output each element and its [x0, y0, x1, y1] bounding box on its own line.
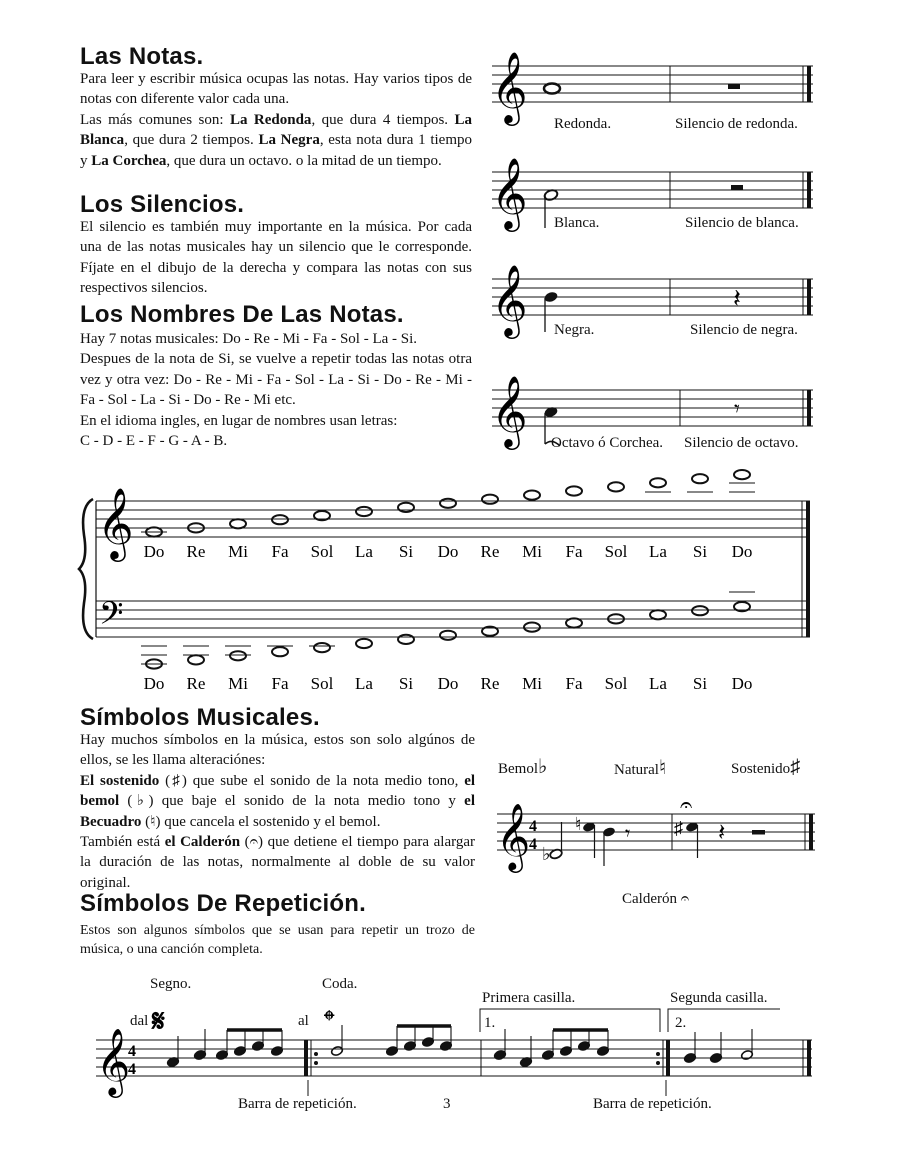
quarter-rest-icon: 𝄽: [718, 820, 726, 846]
nombres-l4: C - D - E - F - G - A - B.: [80, 433, 228, 450]
nombres-l2: Despues de la nota de Si, se vuelve a repetir todas las notas otra vez y otra vez: Do - Re - Mi - Fa - Sol - La - Si - Do - Re - Mi - Fa - Sol - La - Si - Do - Re - Mi etc.: [80, 351, 472, 409]
fermata-icon: 𝄐: [680, 792, 693, 817]
eighth-rest-icon: 𝄾: [734, 396, 740, 421]
term-blanca: La Blanca: [80, 111, 473, 149]
label-corchea: Octavo ó Corchea.: [551, 435, 664, 451]
negra-desc: , esta nota dura 1 tiempo y: [80, 132, 473, 169]
label-calderon-text: Calderón: [622, 891, 677, 907]
section-title-silencios: Los Silencios.: [80, 191, 245, 218]
segno-icon: 𝄋: [152, 1005, 165, 1038]
bass-scale-name: Fa: [565, 674, 583, 693]
fermata-icon: 𝄐: [249, 834, 259, 851]
corchea-desc: , que dura un octavo. o la mitad de un tiempo.: [166, 152, 442, 169]
bass-scale-name: Re: [186, 674, 206, 693]
becuadro-desc: que cancela el sostenido y el bemol.: [160, 813, 381, 830]
treble-clef-icon: 𝄞: [491, 267, 528, 335]
sostenido-desc: que sube el sonido de la nota medio tono,: [186, 772, 465, 789]
bemol-desc: que baje el sonido de la nota medio tono y: [153, 793, 465, 810]
quarter-rest-icon: 𝄽: [733, 284, 741, 313]
label-silencio-blanca: Silencio de blanca.: [685, 215, 799, 231]
label-sostenido-text: Sostenido: [731, 761, 791, 777]
natural-icon: ♮: [658, 757, 667, 779]
label-bemol-text: Bemol: [498, 761, 538, 777]
sharp-icon: ♯: [674, 818, 683, 838]
repeticion-text: Estos son algunos símbolos que se usan para repetir un trozo de música, o una canción completa.: [80, 923, 475, 957]
label-negra: Negra.: [554, 322, 595, 338]
label-redonda: Redonda.: [554, 116, 612, 132]
treble-scale-name: Mi: [228, 542, 248, 561]
nombres-l1: Hay 7 notas musicales: Do - Re - Mi - Fa - Sol - La - Si.: [80, 331, 418, 347]
natural-icon: ♮: [575, 814, 582, 834]
treble-scale-name: Re: [186, 542, 206, 561]
time-sig-bottom: 4: [529, 836, 537, 853]
term-sostenido: El sostenido: [80, 772, 160, 789]
bass-scale-name: Re: [480, 674, 500, 693]
label-silencio-redonda: Silencio de redonda.: [675, 116, 798, 132]
sharp-icon: ♯: [170, 772, 182, 789]
label-primera-casilla: Primera casilla.: [482, 990, 576, 1006]
label-natural-text: Natural: [614, 762, 659, 778]
treble-scale-name: Sol: [604, 542, 628, 561]
term-redonda: La Redonda: [229, 111, 312, 128]
term-calderon: el Calderón: [164, 834, 241, 851]
label-silencio-negra: Silencio de negra.: [690, 322, 798, 338]
section-title-nombres: Los Nombres De Las Notas.: [80, 301, 404, 328]
eighth-rest-icon: 𝄾: [625, 823, 631, 845]
treble-scale-name: Do: [143, 542, 165, 561]
bass-scale-name: La: [355, 674, 373, 693]
casilla-2: 2.: [675, 1015, 687, 1031]
treble-clef-icon: 𝄞: [491, 378, 528, 446]
flat-icon: ♭: [542, 844, 551, 864]
silencios-text: El silencio es también muy importante en la música. Por cada una de las notas musicales hay un silencio que le corresponde. Fíjate en el dibujo de la derecha y compara las notas con sus respectivos silencios.: [80, 219, 472, 297]
fermata-icon: 𝄐: [680, 891, 690, 907]
treble-clef-icon: 𝄞: [496, 804, 531, 869]
bass-scale-name: Sol: [604, 674, 628, 693]
label-barra-repeticion-2: Barra de repetición.: [593, 1096, 712, 1112]
simbolos-p1: Hay muchos símbolos en la música, estos son solo algúnos de ellos, se les llama alteraciónes:: [80, 732, 475, 769]
label-coda: Coda.: [322, 976, 358, 992]
label-blanca: Blanca.: [554, 215, 600, 231]
bass-clef-icon: 𝄢: [99, 597, 124, 639]
blanca-desc: , que dura 2 tiempos.: [124, 132, 259, 149]
treble-scale-name: Re: [480, 542, 500, 561]
label-barra-repeticion-1: Barra de repetición.: [238, 1096, 357, 1112]
treble-scale-name: Do: [437, 542, 459, 561]
bass-scale-name: Mi: [228, 674, 248, 693]
flat-icon: ♭: [538, 756, 548, 778]
treble-clef-icon: 𝄞: [97, 490, 134, 558]
bass-scale-name: Do: [731, 674, 753, 693]
term-becuadro: el Becuadro: [80, 793, 475, 830]
label-dal: dal: [130, 1013, 149, 1029]
treble-clef-icon: 𝄞: [491, 160, 528, 228]
coda-icon: 𝄌: [324, 1005, 335, 1038]
sharp-icon: ♯: [790, 756, 801, 778]
flat-icon: ♭: [132, 793, 149, 810]
time-sig-top: 4: [128, 1043, 136, 1060]
section-title-notas: Las Notas.: [80, 43, 204, 70]
term-corchea: La Corchea: [91, 152, 167, 169]
treble-scale-name: La: [649, 542, 667, 561]
label-segno: Segno.: [150, 976, 192, 992]
bass-scale-name: Mi: [522, 674, 542, 693]
casilla-1: 1.: [484, 1015, 496, 1031]
nombres-l3: En el idioma ingles, en lugar de nombres usan letras:: [80, 412, 398, 429]
bass-scale-name: Fa: [271, 674, 289, 693]
bass-scale-name: Do: [437, 674, 459, 693]
section-title-simbolos: Símbolos Musicales.: [80, 704, 320, 731]
treble-scale-name: Si: [398, 542, 414, 561]
treble-clef-icon: 𝄞: [96, 1029, 131, 1094]
treble-clef-icon: 𝄞: [491, 54, 528, 122]
treble-scale-name: Do: [731, 542, 753, 561]
treble-scale-name: Fa: [565, 542, 583, 561]
bass-scale-name: Si: [398, 674, 414, 693]
notas-p1: Para leer y escribir música ocupas las notas. Hay varios tipos de notas con diferente valor cada una.: [80, 71, 472, 108]
label-silencio-octavo: Silencio de octavo.: [684, 435, 799, 451]
page-number: 3: [443, 1096, 451, 1112]
term-bemol: el bemol: [80, 772, 476, 810]
label-al: al: [298, 1013, 309, 1029]
bass-scale-name: Si: [692, 674, 708, 693]
treble-scale-name: Mi: [522, 542, 542, 561]
treble-scale-name: Si: [692, 542, 708, 561]
calderon-desc: que detiene el tiempo para alargar la duración de las notas, normalmente al doble de su valor original.: [80, 834, 476, 891]
bass-scale-name: Sol: [310, 674, 334, 693]
time-sig-top: 4: [529, 818, 537, 835]
time-sig-bottom: 4: [128, 1061, 136, 1078]
simbolos-text: Hay muchos símbolos en la música, estos son solo algúnos de ellos, se les llama alteraciónes: El sostenido (♯) que sube el sonido de la nota medio tono, el bemol (♭) que baje el sonido de la nota medio tono y el Becuadro (♮) que cancela el sostenido y el bemol. También está el Calderón (𝄐) que detiene el tiempo para alargar la duración de las notas, normalmente al doble de su valor original.: [80, 732, 476, 891]
label-segunda-casilla: Segunda casilla.: [670, 990, 768, 1006]
treble-scale-name: La: [355, 542, 373, 561]
repetition-notes: [167, 1025, 754, 1067]
section-title-repeticion: Símbolos De Repetición.: [80, 890, 366, 917]
bass-scale-name: Do: [143, 674, 165, 693]
treble-scale-name: Fa: [271, 542, 289, 561]
notas-p2-intro: Las más comunes son:: [80, 111, 230, 128]
natural-icon: ♮: [150, 813, 156, 830]
redonda-desc: , que dura 4 tiempos.: [311, 111, 455, 128]
bass-scale-name: La: [649, 674, 667, 693]
treble-scale-name: Sol: [310, 542, 334, 561]
term-negra: La Negra: [258, 132, 320, 149]
calderon-intro: También está: [80, 834, 165, 851]
